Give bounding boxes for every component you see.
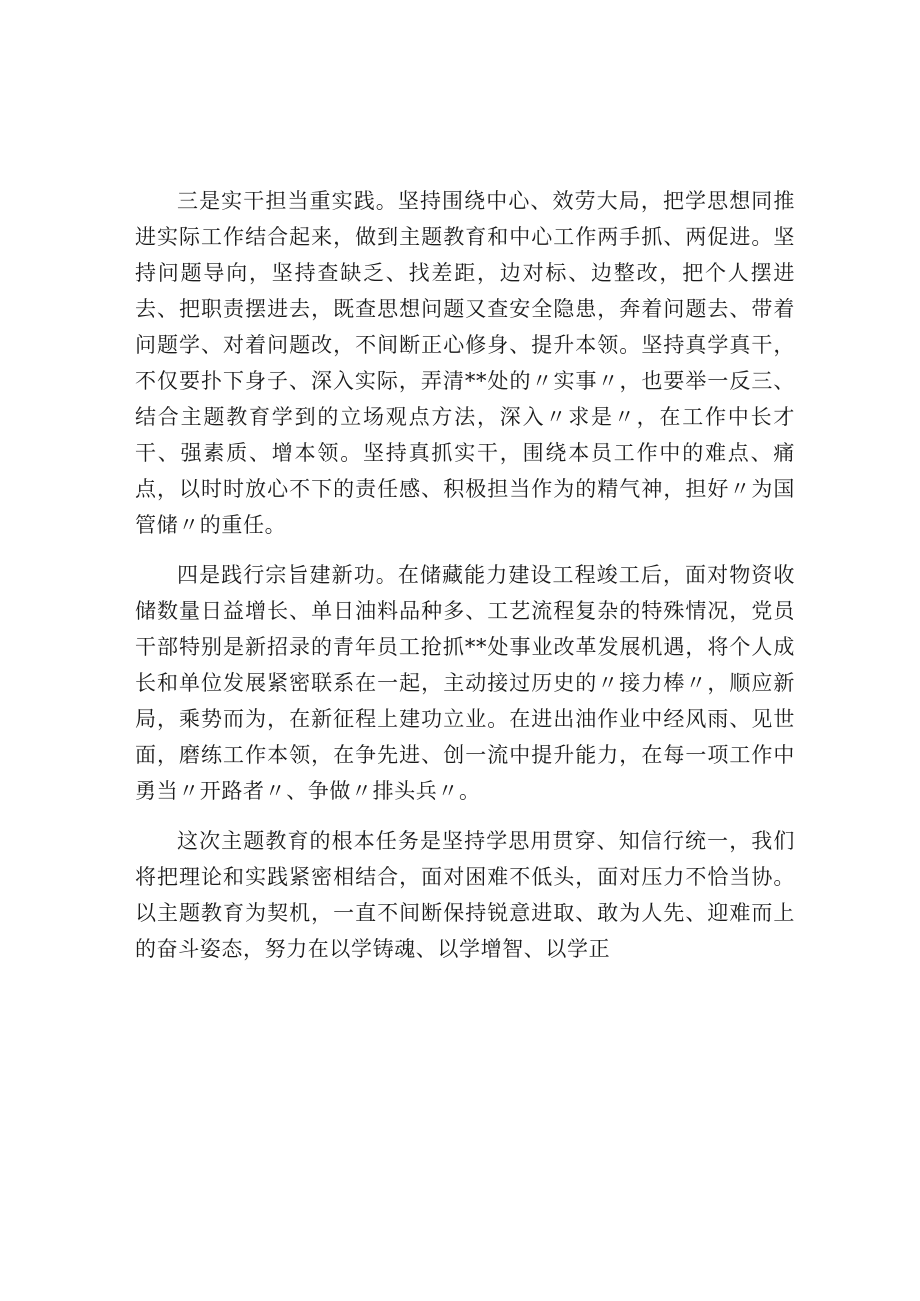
paragraph-mission: 四是践行宗旨建新功。在储藏能力建设工程竣工后，面对物资收储数量日益增长、单日油料品种多、工艺流程复杂的特殊情况，党员干部特别是新招录的青年员工抢抓**处事业改革发展机遇，将个人成长和单位发展紧密联系在一起，主动接过历史的〃接力棒〃，顺应新局，乘势而为，在新征程上建功立业。在进出油作业中经风雨、见世面，磨练工作本领，在争先进、创一流中提升能力，在每一项工作中勇当〃开路者〃、争做〃排头兵〃。: [135, 563, 795, 803]
paragraph-summary: 这次主题教育的根本任务是坚持学思用贯穿、知信行统一，我们将把理论和实践紧密相结合，面对困难不低头，面对压力不恰当协。以主题教育为契机，一直不间断保持锐意进取、敢为人先、迎难而上的奋斗姿态，努力在以学铸魂、以学增智、以学正: [135, 829, 795, 961]
document-body: [135, 183, 795, 967]
paragraph-practice: 三是实干担当重实践。坚持围绕中心、效劳大局，把学思想同推进实际工作结合起来，做到主题教育和中心工作两手抓、两促进。坚持问题导向，坚持查缺乏、找差距，边对标、边整改，把个人摆进去、把职责摆进去，既查思想问题又查安全隐患，奔着问题去、带着问题学、对着问题改，不间断正心修身、提升本领。坚持真学真干，不仅要扑下身子、深入实际，弄清**处的〃实事〃，也要举一反三、结合主题教育学到的立场观点方法，深入〃求是〃，在工作中长才干、强素质、增本领。坚持真抓实干，围绕本员工作中的难点、痛点，以时时放心不下的责任感、积极担当作为的精气神，担好〃为国管储〃的重任。: [135, 189, 795, 537]
